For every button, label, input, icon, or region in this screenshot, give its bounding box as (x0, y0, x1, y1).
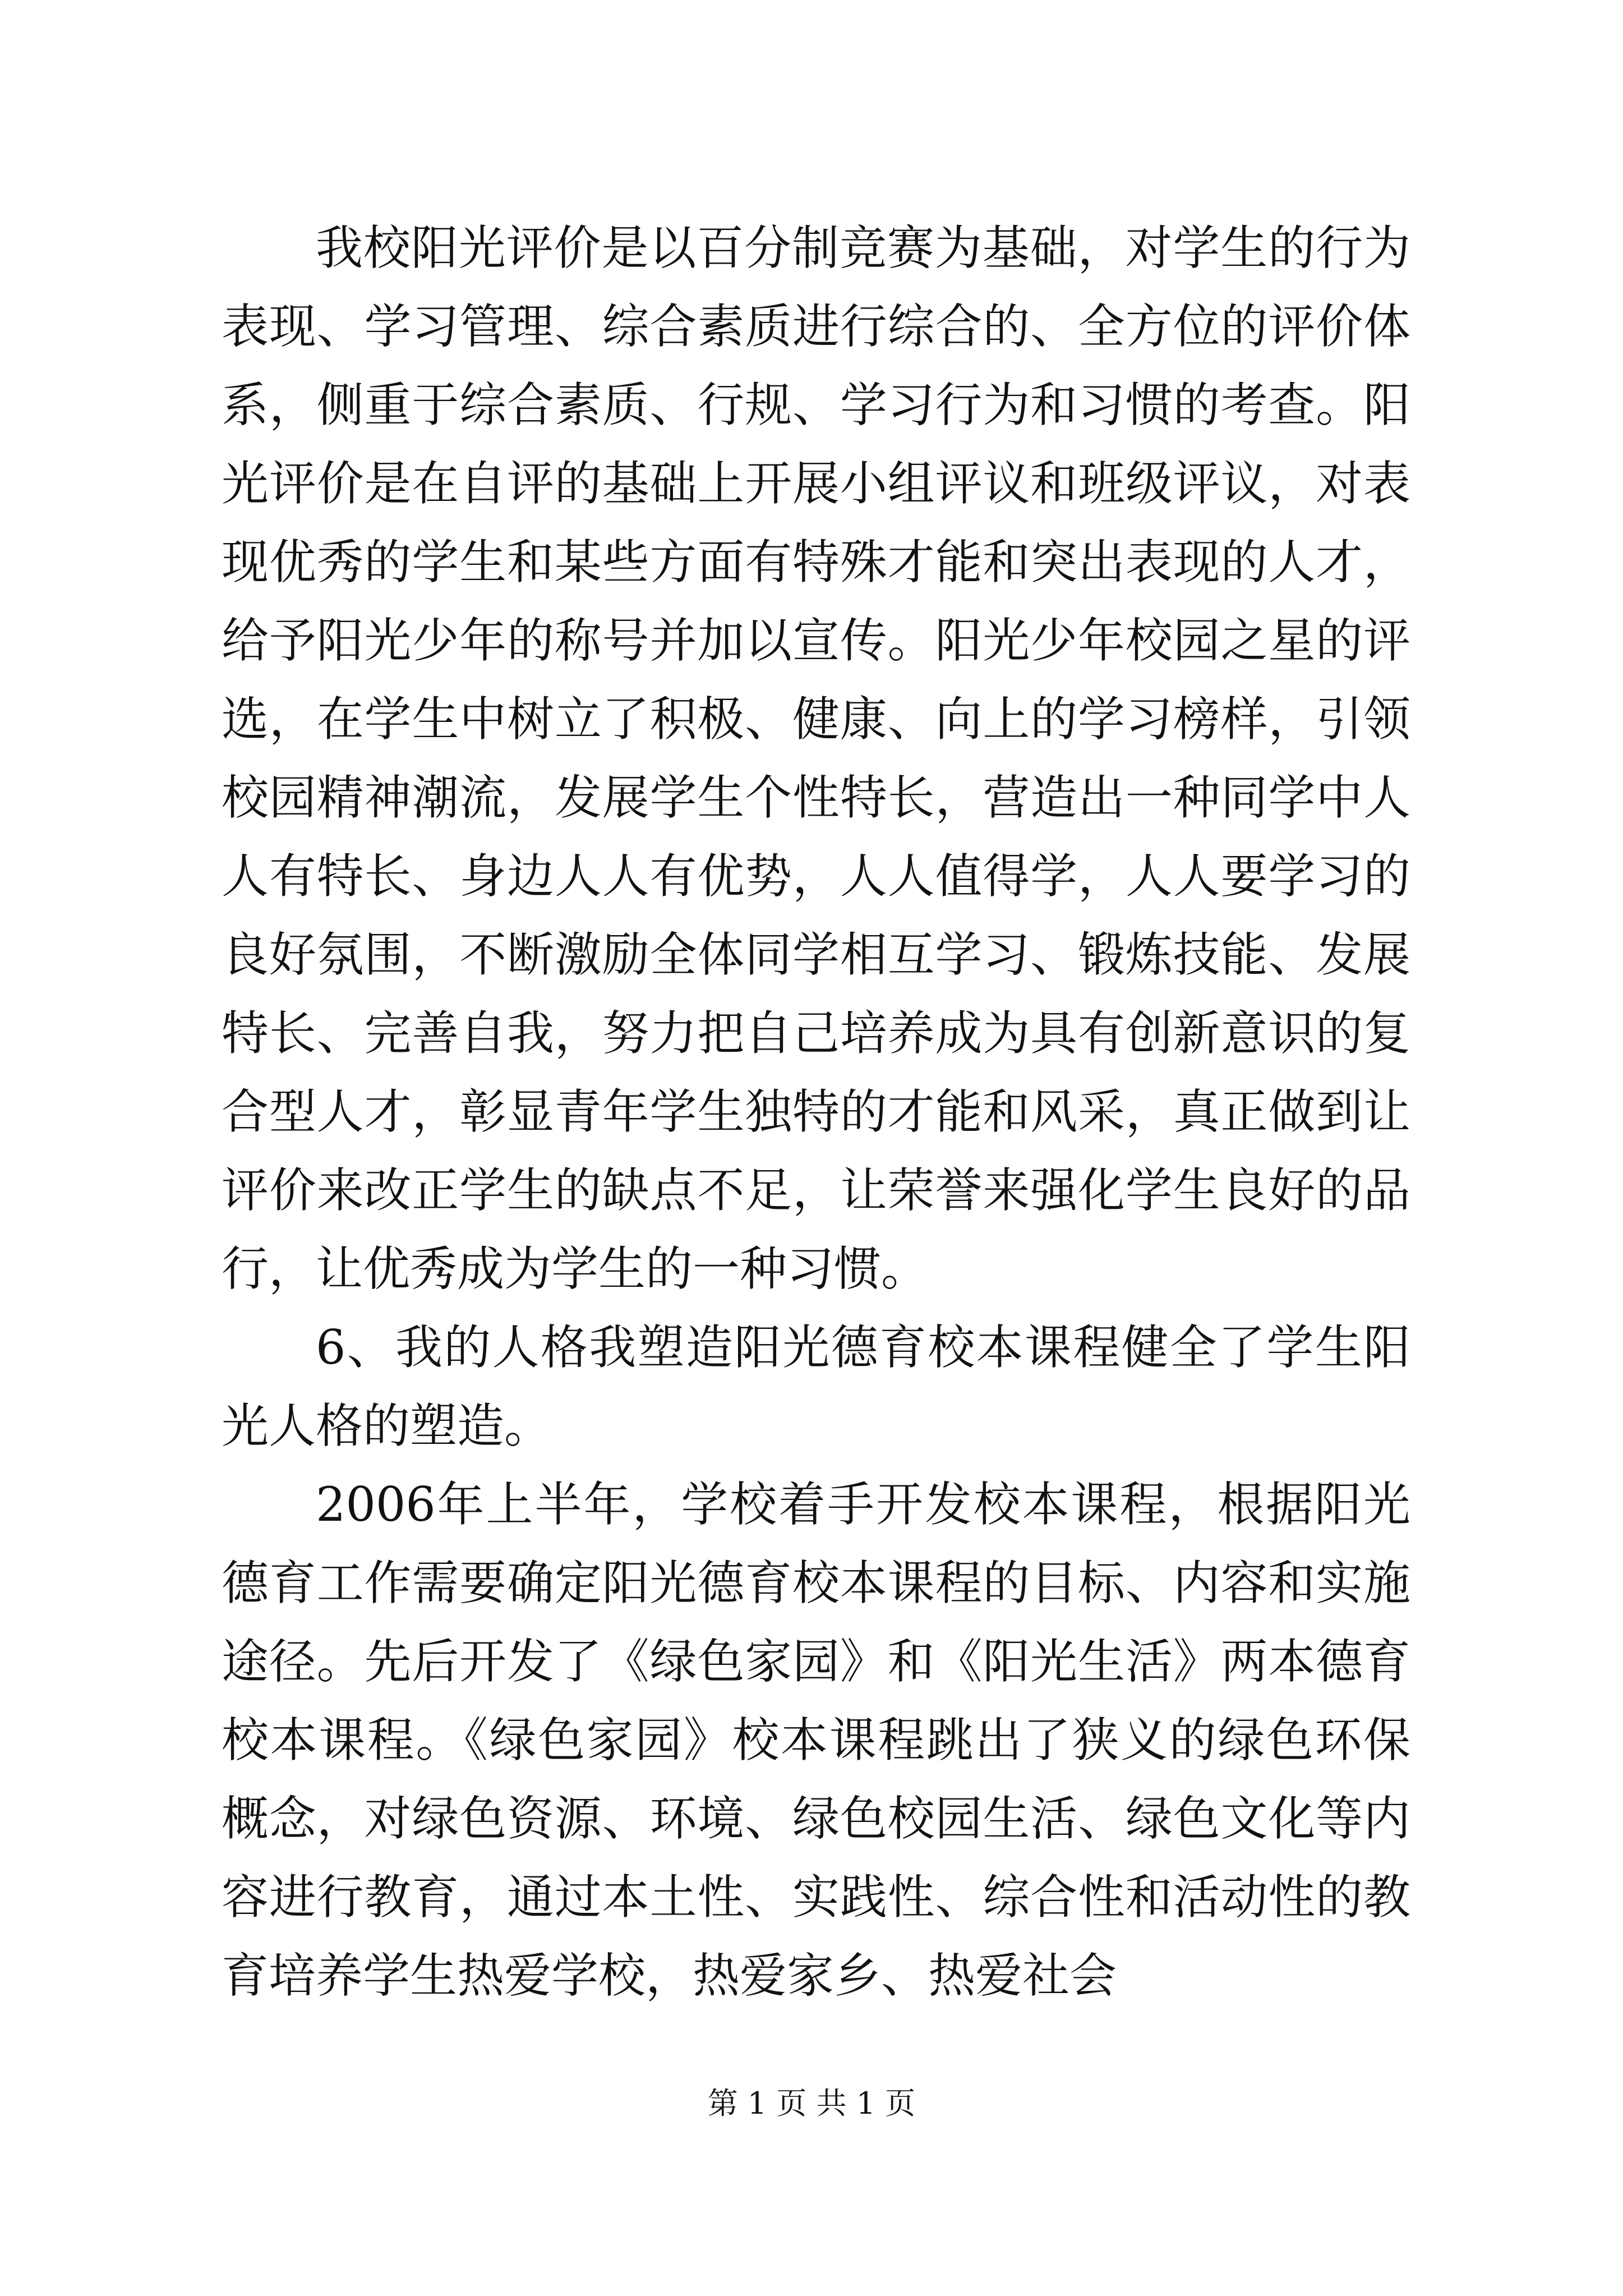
document-body (222, 209, 1410, 2015)
paragraph-curriculum: 2006年上半年，学校着手开发校本课程，根据阳光德育工作需要确定阳光德育校本课程的目标、内容和实施途径。先后开发了《绿色家园》和《阳光生活》两本德育校本课程。《绿色家园》校本课程跳出了狭义的绿色环保概念，对绿色资源、环境、绿色校园生活、绿色文化等内容进行教育，通过本土性、实践性、综合性和活动性的教育培养学生热爱学校，热爱家乡、热爱社会 (222, 1477, 1410, 2003)
page-footer: 第 1 页 共 1 页 (707, 2086, 916, 2121)
paragraph-evaluation: 我校阳光评价是以百分制竞赛为基础，对学生的行为表现、学习管理、综合素质进行综合的、全方位的评价体系，侧重于综合素质、行规、学习行为和习惯的考查。阳光评价是在自评的基础上开展小组评议和班级评议，对表现优秀的学生和某些方面有特殊才能和突出表现的人才，给予阳光少年的称号并加以宣传。阳光少年校园之星的评选，在学生中树立了积极、健康、向上的学习榜样，引领校园精神潮流，发展学生个性特长，营造出一种同学中人人有特长、身边人人有优势，人人值得学，人人要学习的良好氛围，不断激励全体同学相互学习、锻炼技能、发展特长、完善自我，努力把自己培养成为具有创新意识的复合型人才，彰显青年学生独特的才能和风采，真正做到让评价来改正学生的缺点不足，让荣誉来强化学生良好的品行，让优秀成为学生的一种习惯。 (222, 220, 1410, 1296)
paragraph-section-6: 6、我的人格我塑造阳光德育校本课程健全了学生阳光人格的塑造。 (222, 1320, 1410, 1453)
